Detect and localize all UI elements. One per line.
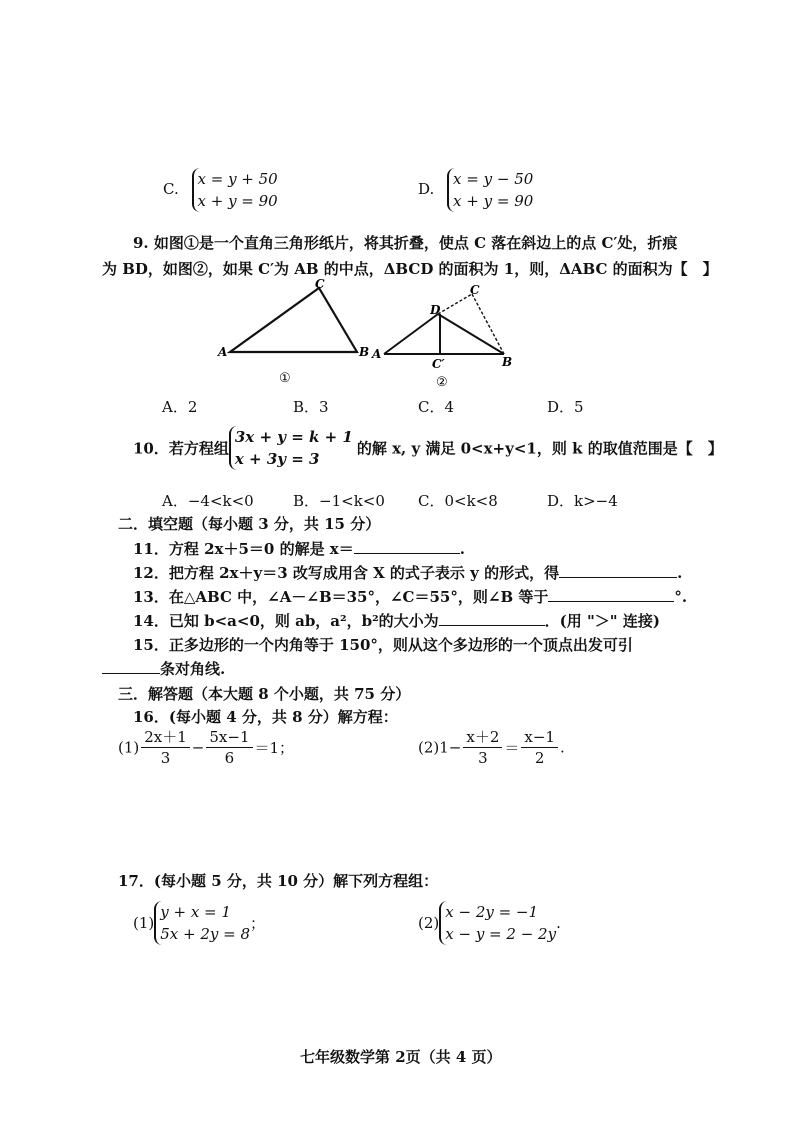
q17-part1: (1) y + x = 1 5x + 2y = 8 ；: [133, 903, 266, 943]
fig2-label-c: C: [470, 283, 480, 297]
fig2-caption: ②: [436, 375, 448, 390]
q9-option-b: B．3: [293, 398, 329, 416]
q8-option-d: D. x = y − 50 x + y = 90: [418, 170, 534, 210]
q10-option-a: A．−4<k<0: [162, 492, 254, 510]
q10-option-b: B．−1<k<0: [293, 492, 385, 510]
page-footer: 七年级数学第 2页（共 4 页）: [300, 1048, 502, 1066]
q17-part2: (2) x − 2y = −1 x − y = 2 − 2y .: [418, 903, 561, 943]
q10-option-c: C．0<k<8: [418, 492, 498, 510]
q9-text-line1: 9. 如图①是一个直角三角形纸片，将其折叠，使点 C 落在斜边上的点 C′处，折痕: [133, 234, 678, 252]
fig1-caption: ①: [279, 371, 291, 386]
fig2-label-cprime: C′: [432, 357, 445, 371]
q15-line2: 条对角线.: [102, 658, 225, 679]
q14-answer-blank[interactable]: [439, 611, 545, 626]
q13: 13．在△ABC 中，∠A－∠B＝35°，∠C＝55°，则∠B 等于 °.: [133, 588, 688, 606]
fig2-label-b: B: [502, 355, 513, 369]
fig1-label-a: A: [218, 345, 228, 359]
q10-option-d: D．k>−4: [547, 492, 618, 510]
q8-option-c: C. x = y + 50 x + y = 90: [163, 170, 278, 210]
fig1-label-b: B: [359, 345, 370, 359]
q9-option-d: D．5: [547, 398, 584, 416]
q9-option-a: A．2: [162, 398, 198, 416]
q16-text: 16．(每小题 4 分，共 8 分）解方程：: [133, 708, 398, 726]
q9-figure-2: [370, 282, 520, 390]
q13-answer-blank[interactable]: [548, 587, 674, 602]
section3-heading: 三．解答题（本大题 8 个小题，共 75 分）: [118, 685, 411, 703]
q12: 12．把方程 2x＋y＝3 改写成用含 X 的式子表示 y 的形式，得 .: [133, 564, 683, 582]
section2-heading: 二．填空题（每小题 3 分，共 15 分）: [118, 515, 381, 533]
fig2-label-a: A: [372, 347, 382, 361]
q16-part2: (2)1− $\frac{x+2}{3}$ ＝ $\frac{x-1}{2}$ .: [418, 728, 565, 767]
q9-figure-1: [215, 278, 375, 388]
q15-line1: 15．正多边形的一个内角等于 150°，则从这个多边形的一个顶点出发可引: [133, 636, 633, 654]
q14: 14．已知 b<a<0，则 ab，a²，b²的大小为 ．(用 "＞" 连接): [133, 612, 660, 630]
fig1-label-c: C: [315, 278, 325, 291]
q12-answer-blank[interactable]: [559, 563, 677, 578]
q11: 11．方程 2x＋5＝0 的解是 x＝ .: [133, 540, 465, 558]
q16-part1: (1) $\frac{2x+1}{3}$ − $\frac{5x-1}{6}$ ＝1；: [118, 728, 295, 767]
q11-answer-blank[interactable]: [354, 539, 460, 554]
q17-text: 17．(每小题 5 分，共 10 分）解下列方程组：: [118, 872, 439, 890]
q15-answer-blank[interactable]: [102, 659, 160, 674]
q10-question: 10．若方程组 3x + y = k + 1 x + 3y = 3 的解 x, y 满足 0<x+y<1，则 k 的取值范围是【 】: [133, 428, 723, 468]
fig2-label-d: D: [430, 303, 441, 317]
q9-option-c: C．4: [418, 398, 455, 416]
q9-text-line2: 为 BD，如图②，如果 C′为 AB 的中点，ΔBCD 的面积为 1，则，ΔABC 的面积为【 】: [102, 260, 718, 278]
